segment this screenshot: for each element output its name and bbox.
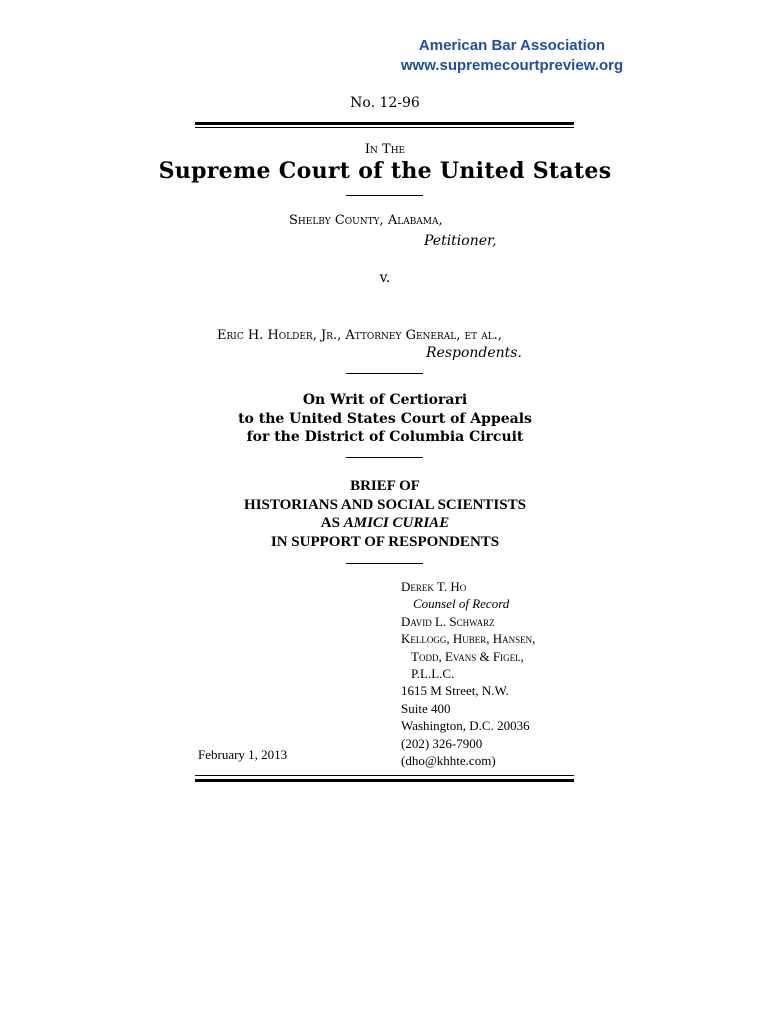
petitioner-name: Shelby County, Alabama, [289,213,443,228]
phone: (202) 326-7900 [401,735,483,751]
separator-1 [346,195,423,196]
brief-line-1: BRIEF OF [350,478,420,494]
top-rule-thick [195,122,574,125]
writ-line-3: for the District of Columbia Circuit [246,429,524,445]
writ-line-2: to the United States Court of Appeals [238,410,532,427]
writ-block [0,391,770,447]
separator-4 [346,563,423,564]
aba-website: www.supremecourtpreview.org [400,57,624,74]
brief-line-2: HISTORIANS AND SOCIAL SCIENTISTS [244,496,526,513]
address-line-3: Washington, D.C. 20036 [401,718,530,734]
brief-line-4: IN SUPPORT OF RESPONDENTS [270,533,500,550]
respondent-name: Eric H. Holder, Jr., Attorney General, et al., [217,328,502,343]
separator-2 [346,373,423,374]
docket-number: No. 12-96 [350,95,420,111]
firm-line-1: Kellogg, Huber, Hansen, [401,631,536,647]
counsel-block [401,578,535,769]
bottom-rule-thin [195,775,574,776]
address-line-1: 1615 M Street, N.W. [401,683,509,699]
firm-line-2: Todd, Evans & Figel, [411,648,524,664]
brief-title [0,477,770,551]
counsel-name-2: David L. Schwarz [401,613,495,629]
brief-line-3-italic: AMICI CURIAE [343,515,450,531]
separator-3 [346,457,423,458]
aba-organization: American Bar Association [418,37,606,54]
bottom-rule-thick [195,779,574,782]
writ-line-1: On Writ of Certiorari [302,392,468,408]
respondent-role: Respondents. [426,345,522,361]
aba-header [384,36,640,76]
court-name: Supreme Court of the United States [158,158,612,184]
in-the-label: In The [364,142,406,157]
top-rule-thin [195,127,574,128]
petitioner-role: Petitioner, [424,233,497,249]
counsel-role: Counsel of Record [413,596,510,612]
brief-line-3-prefix: AS [320,515,344,531]
firm-line-3: P.L.L.C. [411,666,455,682]
filing-date: February 1, 2013 [198,747,288,762]
counsel-name-1: Derek T. Ho [401,579,467,594]
email: (dho@khhte.com) [401,753,496,769]
brief-line-3 [0,514,770,533]
versus: v. [379,270,391,286]
address-line-2: Suite 400 [401,700,451,716]
